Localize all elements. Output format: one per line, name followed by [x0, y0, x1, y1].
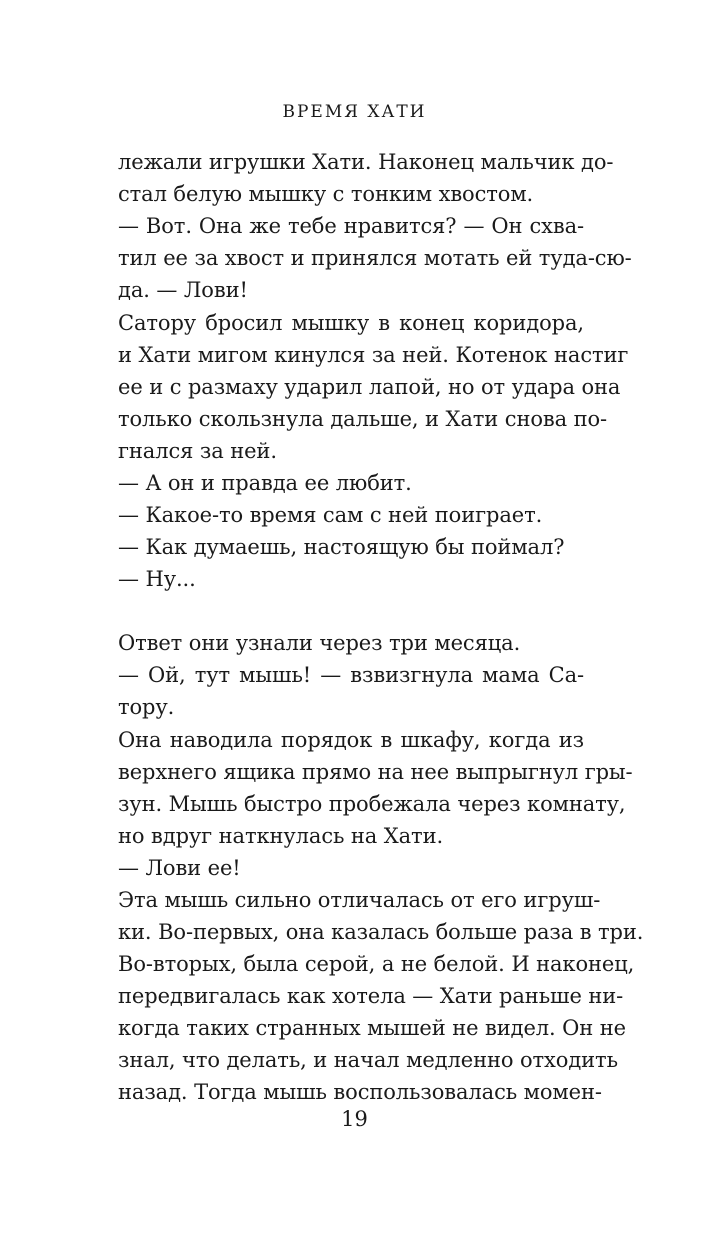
text-line: Во-вторых, была серой, а не белой. И наконец,	[118, 952, 635, 976]
text-line: только скользнула дальше, и Хати снова по-	[118, 407, 608, 431]
text-line: Ответ они узнали через три месяца.	[118, 631, 521, 655]
dialogue-line: — Ну...	[118, 567, 196, 591]
dialogue-line: — А он и правда ее любит.	[118, 471, 412, 495]
text-line: Она наводила порядок в шкафу, когда из	[118, 728, 584, 752]
text-line: ки. Во-первых, она казалась больше раза в три.	[118, 920, 644, 944]
text-line: стал белую мышку с тонким хвостом.	[118, 182, 534, 206]
dialogue-line: — Ой, тут мышь! — взвизгнула мама Са-	[118, 663, 584, 687]
text-line: верхнего ящика прямо на нее выпрыгнул гры-	[118, 760, 633, 784]
text-line: но вдруг наткнулась на Хати.	[118, 824, 444, 848]
text-line: Сатору бросил мышку в конец коридора,	[118, 311, 584, 335]
dialogue-line: — Какое-то время сам с ней поиграет.	[118, 503, 543, 527]
text-line: да. — Лови!	[118, 278, 248, 302]
page-number: 19	[341, 1107, 368, 1131]
text-line: назад. Тогда мышь воспользовалась момен-	[118, 1080, 602, 1104]
text-line: ее и с размаху ударил лапой, но от удара она	[118, 375, 621, 399]
text-line: тил ее за хвост и принялся мотать ей туда-сю-	[118, 246, 632, 270]
text-line: лежали игрушки Хати. Наконец мальчик до-	[118, 150, 614, 174]
text-line: и Хати мигом кинулся за ней. Котенок настиг	[118, 343, 629, 367]
text-line: когда таких странных мышей не видел. Он не	[118, 1016, 626, 1040]
text-line: гнался за ней.	[118, 439, 277, 463]
dialogue-line: — Как думаешь, настоящую бы поймал?	[118, 535, 565, 559]
dialogue-line: — Вот. Она же тебе нравится? — Он схва-	[118, 214, 584, 238]
text-line: передвигалась как хотела — Хати раньше ни-	[118, 984, 624, 1008]
text-line: тору.	[118, 695, 175, 719]
text-line: Эта мышь сильно отличалась от его игруш-	[118, 888, 601, 912]
text-line: зун. Мышь быстро пробежала через комнату,	[118, 792, 626, 816]
running-title: ВРЕМЯ ХАТИ	[282, 102, 427, 122]
dialogue-line: — Лови ее!	[118, 856, 241, 880]
text-line: знал, что делать, и начал медленно отходить	[118, 1048, 618, 1072]
